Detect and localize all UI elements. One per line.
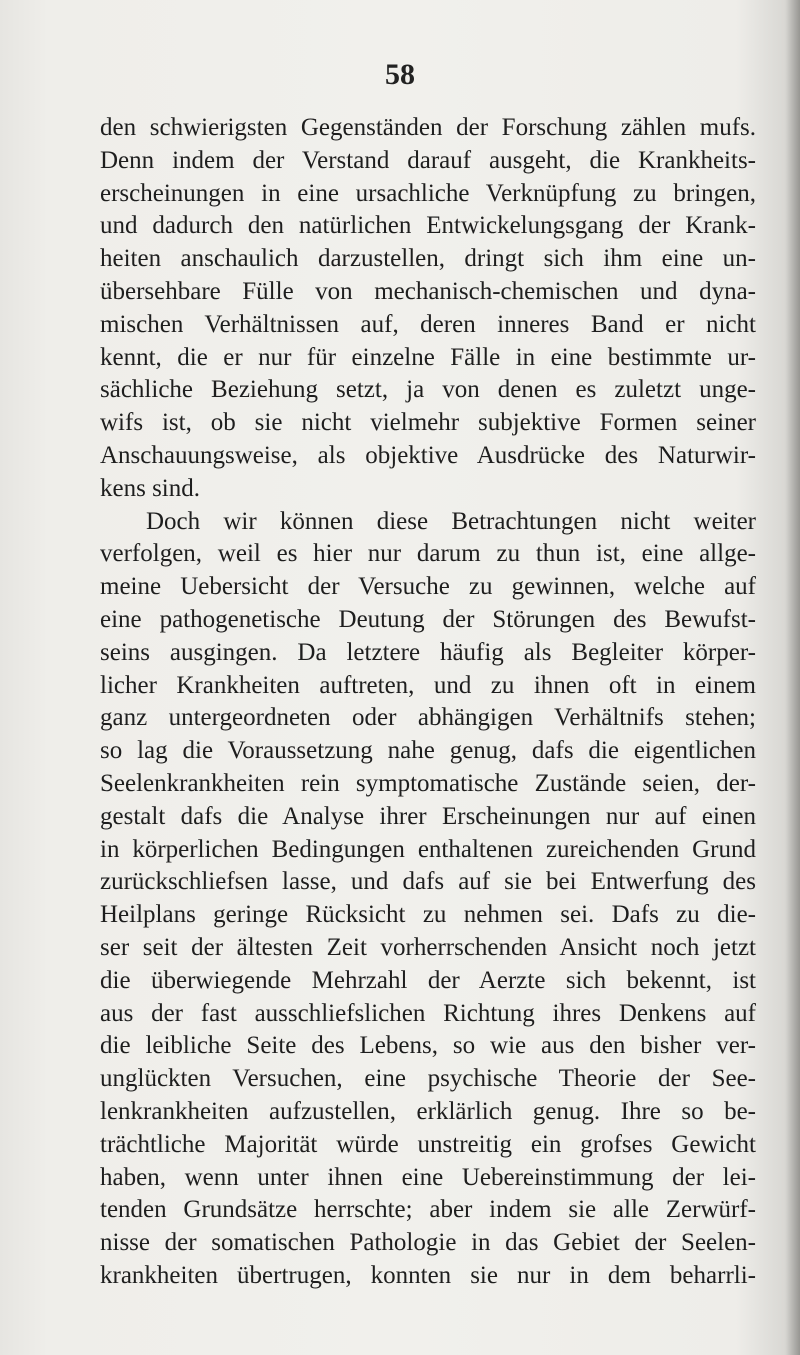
text-line: sächliche Beziehung setzt, ja von denen es zuletzt unge- xyxy=(100,376,756,404)
text-line: eine pathogenetische Deutung der Störungen des Bewufst- xyxy=(100,605,756,633)
text-line: ganz untergeordneten oder abhängigen Verhältnifs stehen; xyxy=(100,704,756,732)
text-line: unglückten Versuchen, eine psychische Theorie der See- xyxy=(100,1065,756,1093)
page-edge-shadow xyxy=(786,0,800,1355)
text-line: aus der fast ausschliefslichen Richtung ihres Denkens auf xyxy=(100,999,756,1027)
text-line: den schwierigsten Gegenständen der Forschung zählen mufs. xyxy=(100,114,756,141)
text-line: die überwiegende Mehrzahl der Aerzte sich bekennt, ist xyxy=(100,966,756,994)
text-line: licher Krankheiten auftreten, und zu ihnen oft in einem xyxy=(100,671,756,699)
text-line: nisse der somatischen Pathologie in das Gebiet der Seelen- xyxy=(100,1229,756,1257)
text-line: kennt, die er nur für einzelne Fälle in eine bestimmte ur- xyxy=(100,343,756,371)
text-line: erscheinungen in eine ursachliche Verknüpfung zu bringen, xyxy=(100,179,756,207)
text-line: Heilplans geringe Rücksicht zu nehmen sei. Dafs zu die- xyxy=(100,901,756,929)
body-text xyxy=(100,112,756,1293)
text-line: krankheiten übertrugen, konnten sie nur in dem beharrli- xyxy=(100,1261,756,1289)
text-line: gestalt dafs die Analyse ihrer Erscheinungen nur auf einen xyxy=(100,802,756,830)
text-line: Anschauungsweise, als objektive Ausdrücke des Naturwir- xyxy=(100,441,756,469)
text-line: heiten anschaulich darzustellen, dringt sich ihm eine un- xyxy=(100,245,756,273)
text-line: tenden Grundsätze herrschte; aber indem sie alle Zerwürf- xyxy=(100,1196,756,1224)
text-line: ser seit der ältesten Zeit vorherrschenden Ansicht noch jetzt xyxy=(100,933,756,961)
text-line: haben, wenn unter ihnen eine Uebereinstimmung der lei- xyxy=(100,1163,756,1191)
text-line: meine Uebersicht der Versuche zu gewinnen, welche auf xyxy=(100,573,756,601)
text-line: trächtliche Majorität würde unstreitig ein grofses Gewicht xyxy=(100,1130,756,1158)
text-line: übersehbare Fülle von mechanisch-chemischen und dyna- xyxy=(100,277,756,305)
text-line: zurückschliefsen lasse, und dafs auf sie bei Entwerfung des xyxy=(100,868,756,896)
text-line: lenkrankheiten aufzustellen, erklärlich genug. Ihre so be- xyxy=(100,1097,756,1125)
text-line: in körperlichen Bedingungen enthaltenen zureichenden Grund xyxy=(100,835,756,863)
text-line: seins ausgingen. Da letztere häufig als Begleiter körper- xyxy=(100,638,756,666)
text-line: wifs ist, ob sie nicht vielmehr subjektive Formen seiner xyxy=(100,409,756,437)
page-number: 58 xyxy=(385,58,415,91)
text-line: mischen Verhältnissen auf, deren inneres Band er nicht xyxy=(100,310,756,338)
text-line: kens sind. xyxy=(100,474,200,502)
text-line: Denn indem der Verstand darauf ausgeht, die Krankheits- xyxy=(100,146,756,174)
text-line: so lag die Voraussetzung nahe genug, dafs die eigentlichen xyxy=(100,737,756,765)
text-line: verfolgen, weil es hier nur darum zu thun ist, eine allge- xyxy=(100,540,756,568)
paragraph-start-line: Doch wir können diese Betrachtungen nicht weiter xyxy=(146,507,756,535)
text-line: und dadurch den natürlichen Entwickelungsgang der Krank- xyxy=(100,212,756,240)
text-line: die leibliche Seite des Lebens, so wie aus den bisher ver- xyxy=(100,1032,756,1060)
text-line: Seelenkrankheiten rein symptomatische Zustände seien, der- xyxy=(100,769,756,797)
